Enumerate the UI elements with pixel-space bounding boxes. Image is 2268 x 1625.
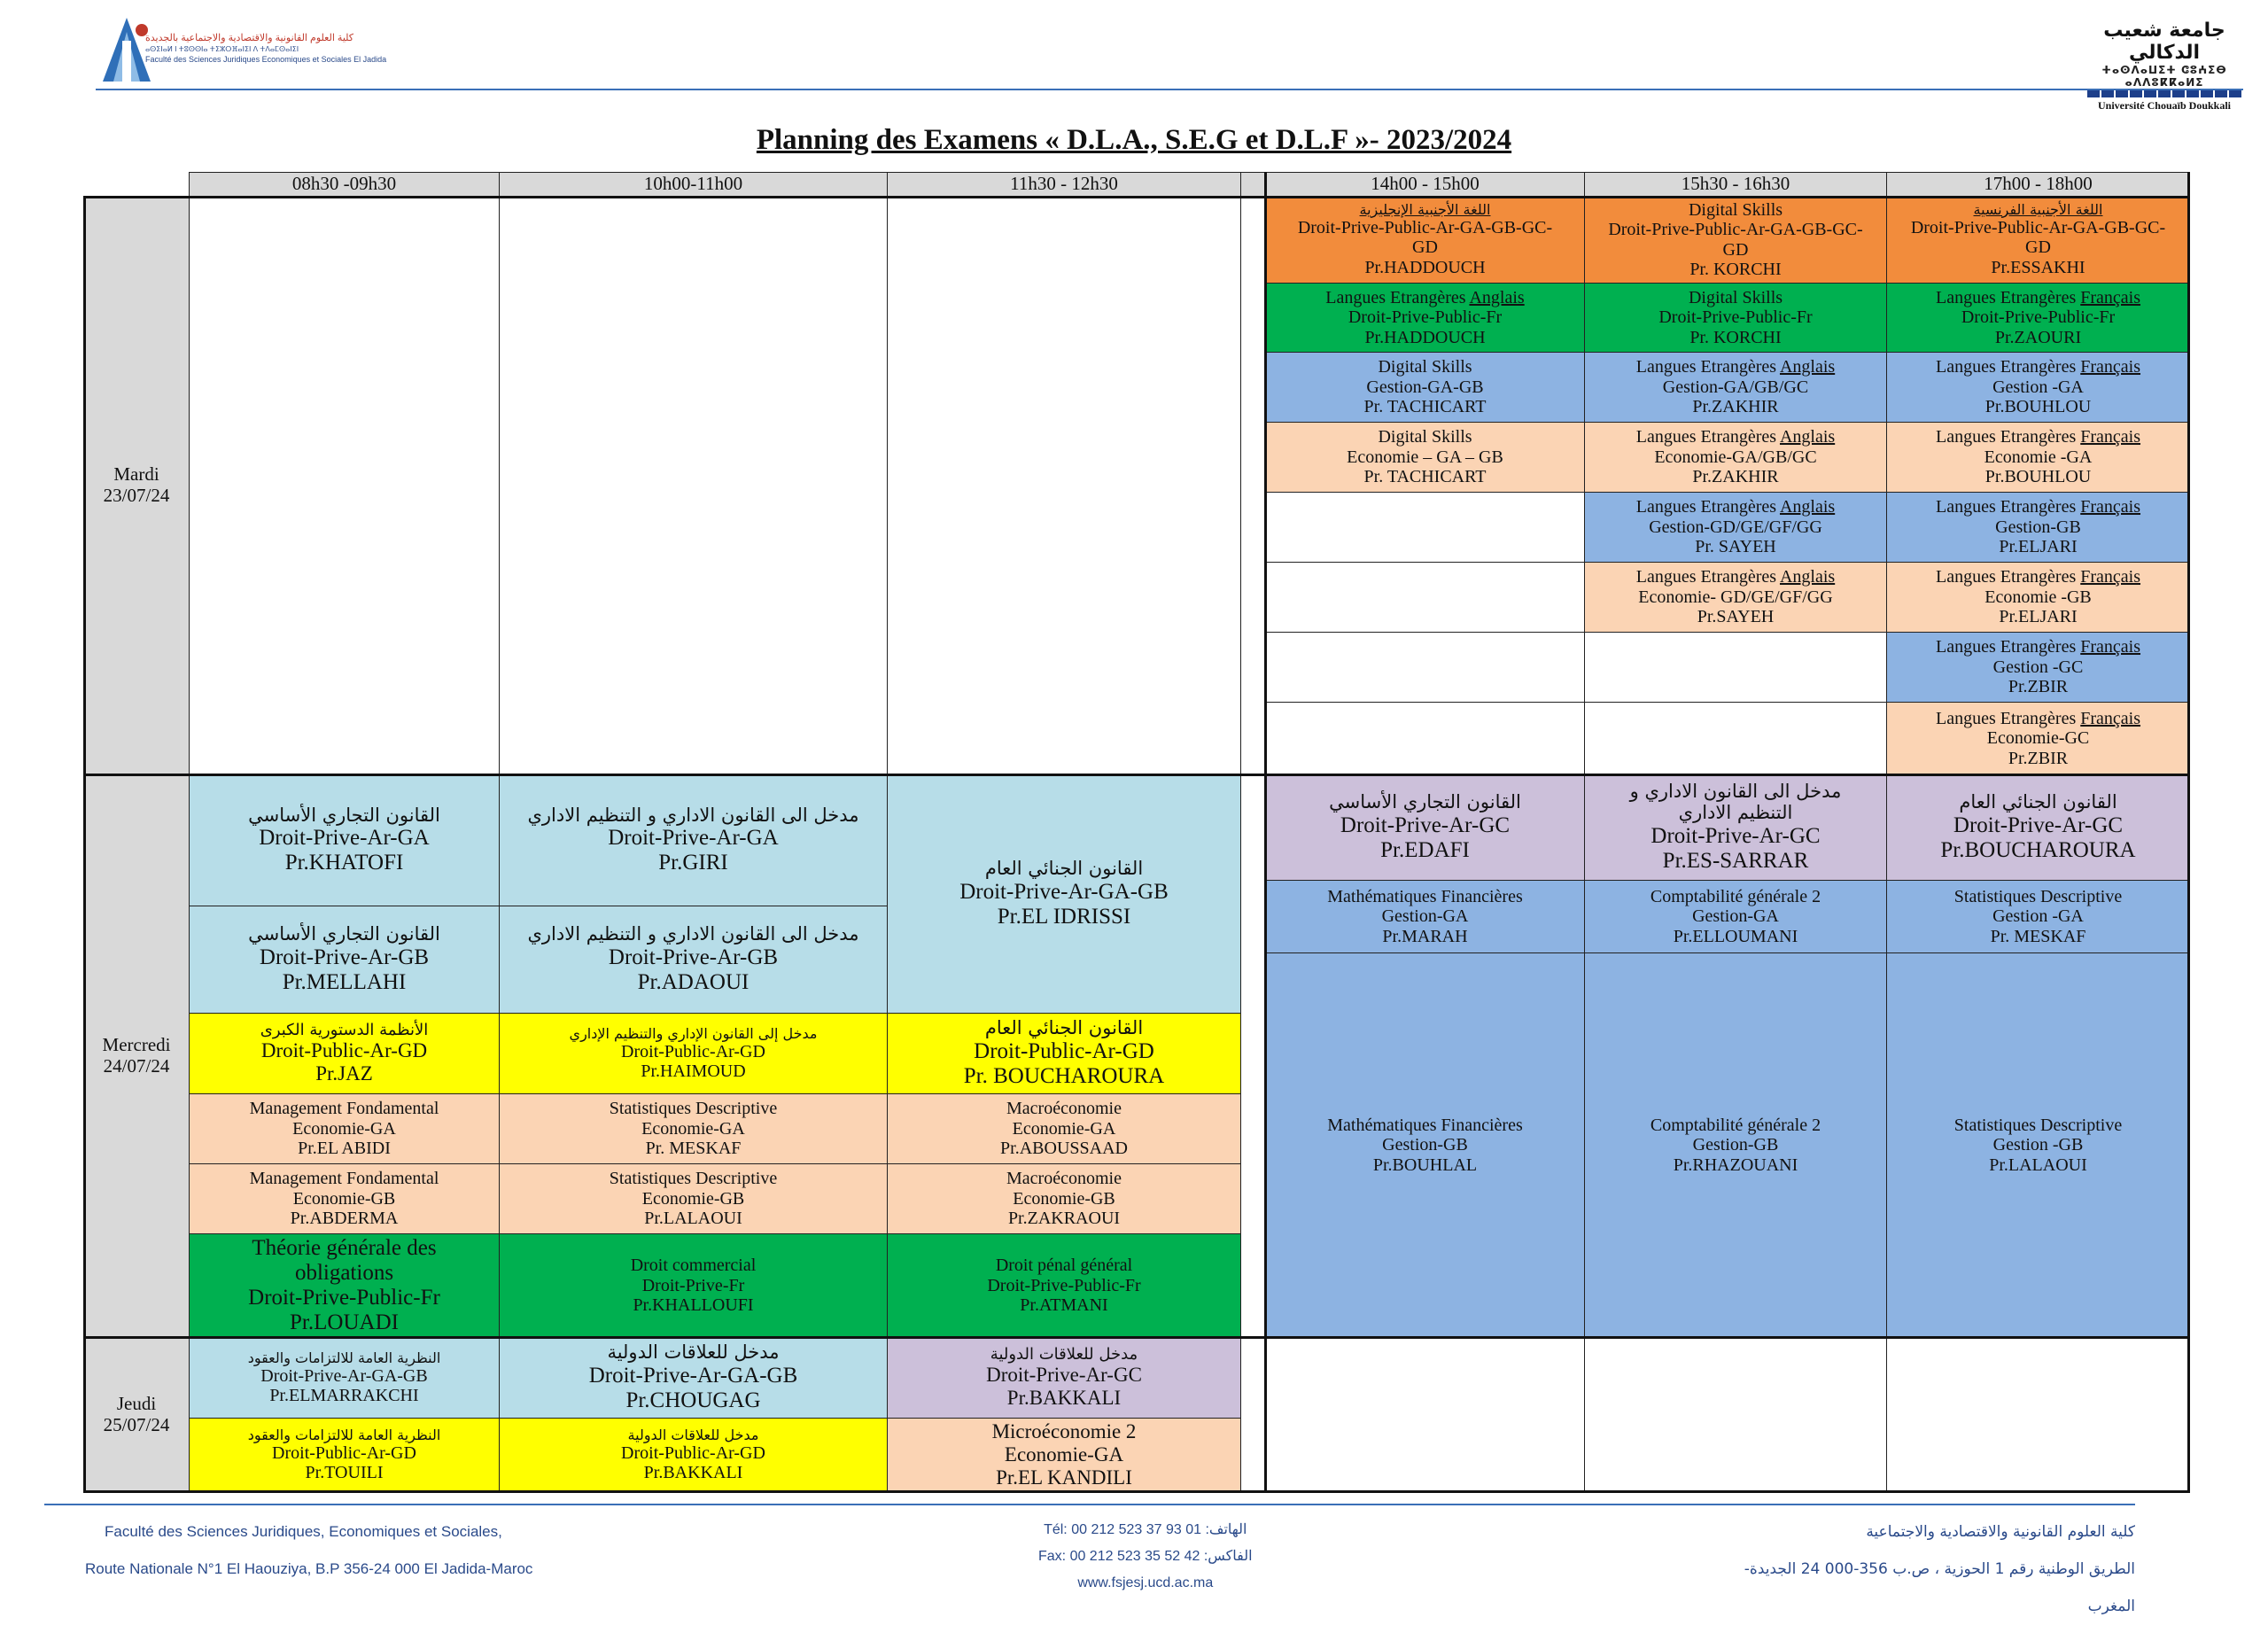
exam-groups: Gestion -GC — [1992, 657, 2084, 677]
exam-subject-arabic: مدخل للعلاقات الدولية — [627, 1426, 759, 1443]
break-column-header — [1240, 172, 1266, 197]
empty-slot — [1886, 1337, 2190, 1492]
exam-subject: Statistiques Descriptive — [609, 1099, 778, 1119]
exam-professor: Pr.BAKKALI — [1006, 1387, 1122, 1410]
exam-groups: Economie- GD/GE/GF/GG — [1638, 587, 1833, 607]
exam-professor: Pr.RHAZOUANI — [1673, 1155, 1798, 1175]
exam-slot — [1265, 352, 1585, 423]
exam-subject: Langues Etrangères Français — [1935, 567, 2141, 587]
exam-professor: Pr.BAKKALI — [643, 1462, 743, 1482]
exam-professor: Pr.ELLOUMANI — [1673, 926, 1798, 946]
exam-slot — [887, 1337, 1241, 1419]
exam-slot — [1584, 283, 1887, 353]
exam-slot — [499, 1013, 888, 1094]
exam-slot — [1584, 492, 1887, 563]
empty-slot — [499, 196, 888, 775]
exam-professor: Pr. KORCHI — [1689, 259, 1782, 279]
exam-groups: Droit-Prive-Ar-GA — [259, 826, 430, 851]
exam-subject: Droit pénal général — [995, 1256, 1133, 1276]
exam-professor: Pr.ZBIR — [2008, 748, 2069, 768]
footer-address-arabic: كلية العلوم القانونية والاقتصادية والاجتماعية الطريق الوطنية رقم 1 الحوزية ، ص.ب 356-000 24 الجديدة-المغرب — [1744, 1523, 2135, 1615]
exam-subject: Digital Skills — [1688, 287, 1783, 307]
exam-slot — [887, 1093, 1241, 1164]
exam-subject: Management Fondamental — [249, 1099, 439, 1119]
exam-subject-arabic: القانون الجنائي العام — [984, 1017, 1144, 1039]
exam-slot — [1584, 880, 1887, 953]
exam-professor: Pr.BOUHLAL — [1372, 1155, 1478, 1175]
exam-slot — [189, 1163, 500, 1234]
exam-slot — [1265, 283, 1585, 353]
table-border — [83, 196, 86, 1492]
table-border — [83, 1490, 2190, 1493]
empty-slot — [1584, 702, 1887, 775]
university-name-tifinagh: ⵜⴰⵙⴷⴰⵡⵉⵜ ⵛⵓⵄⵉⴱ ⴰⴷⴷⵓⴽⴽⴰⵍⵉ — [2101, 64, 2227, 89]
day-date: 23/07/24 — [103, 485, 170, 506]
exam-groups: Gestion-GA — [1381, 906, 1469, 927]
day-date: 25/07/24 — [103, 1413, 170, 1435]
exam-subject-arabic: مدخل الى القانون الاداري و التنظيم الاداري — [527, 804, 859, 826]
exam-professor: Pr.ZAOURI — [1994, 327, 2082, 347]
footer-contact — [1038, 1517, 1253, 1597]
exam-groups: Gestion-GD/GE/GF/GG — [1649, 517, 1822, 537]
exam-subject: Comptabilité générale 2 — [1650, 886, 1821, 906]
exam-subject: Statistiques Descriptive — [609, 1169, 778, 1189]
exam-professor: Pr.BOUHLOU — [1984, 397, 2092, 417]
exam-groups: Gestion-GB — [1382, 1135, 1468, 1155]
faculty-name-french: Faculté des Sciences Juridiques Economiques et Sociales El Jadida — [145, 55, 387, 64]
empty-slot — [1265, 562, 1585, 633]
day-date: 24/07/24 — [103, 1055, 170, 1077]
exam-slot — [1584, 562, 1887, 633]
exam-professor: Pr.ZAKHIR — [1692, 397, 1779, 417]
time-slot-header: 11h30 - 12h30 — [887, 172, 1241, 197]
exam-subject: Langues Etrangères Français — [1935, 287, 2141, 307]
exam-professor: Pr.ELJARI — [1999, 537, 2078, 557]
exam-subject: Langues Etrangères Anglais — [1635, 567, 1836, 587]
exam-subject-arabic: مدخل للعلاقات الدولية — [607, 1341, 780, 1364]
exam-groups: Droit-Prive-Public-Ar-GA-GB-GC- — [1297, 217, 1553, 237]
exam-groups: Droit-Prive-Ar-GC — [1340, 812, 1511, 837]
exam-professor: Pr.LOUADI — [290, 1310, 399, 1334]
exam-professor: Pr.JAZ — [315, 1062, 373, 1085]
exam-subject-arabic: القانون التجاري الأساسي — [1329, 791, 1521, 813]
exam-subject: Langues Etrangères Français — [1935, 427, 2141, 447]
exam-slot — [1584, 422, 1887, 493]
exam-groups: GD — [2025, 237, 2051, 258]
exam-subject: Langues Etrangères Anglais — [1635, 357, 1836, 377]
day-name: Mardi — [113, 463, 159, 486]
exam-slot — [189, 906, 500, 1014]
header-divider — [96, 89, 2243, 90]
exam-subject-arabic: النظرية العامة للالتزامات والعقود — [247, 1349, 441, 1366]
footer-fax: Fax: 00 212 523 35 52 42 :الفاكس — [1038, 1549, 1253, 1564]
exam-groups: Droit-Prive-Ar-GB — [608, 945, 779, 969]
exam-groups: Droit-Prive-Public-Ar-GA-GB-GC- — [1910, 217, 2166, 237]
exam-professor: Pr.GIRI — [658, 851, 728, 875]
exam-groups: Droit-Prive-Fr — [641, 1275, 745, 1295]
exam-subject: Statistiques Descriptive — [1953, 1115, 2123, 1135]
exam-slot — [499, 1337, 888, 1419]
exam-subject-arabic: القانون التجاري الأساسي — [248, 804, 440, 826]
exam-professor: Pr.BOUCHAROURA — [1940, 837, 2136, 862]
exam-professor: Pr.ZBIR — [2008, 677, 2069, 697]
exam-slot — [499, 1233, 888, 1338]
exam-groups: Gestion-GA/GB/GC — [1662, 377, 1809, 397]
exam-groups: Economie -GA — [1984, 447, 2093, 467]
exam-groups: Economie-GA/GB/GC — [1654, 447, 1817, 467]
exam-professor: Pr. MESKAF — [1990, 926, 2086, 946]
exam-subject-arabic: مدخل الى القانون الاداري و التنظيم الاداري — [1629, 781, 1842, 823]
footer-phone: Tél: 00 212 523 37 93 01 :الهاتف — [1044, 1522, 1247, 1537]
table-border — [83, 196, 2190, 198]
exam-professor: Pr.SAYEH — [1697, 607, 1775, 627]
exam-slot — [499, 1093, 888, 1164]
exam-slot — [1886, 774, 2190, 881]
exam-groups: Economie-GA — [292, 1118, 396, 1139]
exam-slot — [1584, 952, 1887, 1338]
exam-subject: Langues Etrangères Français — [1935, 497, 2141, 517]
exam-subject-arabic: مدخل الى القانون الاداري و التنظيم الاداري — [527, 923, 859, 945]
exam-professor: Pr.ELMARRAKCHI — [269, 1385, 419, 1405]
exam-professor: Pr.ABDERMA — [290, 1209, 399, 1229]
exam-slot — [1265, 774, 1585, 881]
empty-slot — [189, 196, 500, 775]
exam-subject-arabic: القانون الجنائي العام — [1959, 791, 2117, 813]
exam-slot — [887, 1418, 1241, 1492]
exam-professor: Pr.BOUHLOU — [1984, 467, 2092, 487]
exam-subject: Macroéconomie — [1006, 1099, 1122, 1119]
exam-slot — [1265, 196, 1585, 284]
exam-groups: Droit-Public-Ar-GD — [260, 1039, 428, 1062]
exam-slot — [189, 1418, 500, 1492]
exam-professor: Pr. TACHICART — [1363, 397, 1487, 417]
exam-slot — [1886, 492, 2190, 563]
day-label-mardi — [83, 196, 190, 775]
exam-professor: Pr.MELLAHI — [282, 969, 407, 994]
exam-groups: Economie-GA — [1012, 1118, 1116, 1139]
exam-professor: Pr.TOUILI — [305, 1462, 384, 1482]
exam-subject: Microéconomie 2 — [991, 1420, 1137, 1443]
break-column — [1240, 196, 1266, 1492]
exam-groups: Gestion -GA — [1992, 377, 2084, 397]
exam-groups: Economie-GA — [1004, 1443, 1124, 1466]
exam-slot — [1886, 562, 2190, 633]
table-border — [2187, 172, 2190, 1492]
exam-slot — [189, 1337, 500, 1419]
time-slot-header: 14h00 - 15h00 — [1265, 172, 1585, 197]
exam-groups: Droit-Prive-Public-Fr — [1348, 307, 1503, 328]
exam-groups: GD — [1722, 239, 1749, 260]
exam-groups: Economie -GB — [1984, 587, 2092, 607]
exam-professor: Pr.EL IDRISSI — [997, 904, 1131, 929]
exam-slot — [1265, 422, 1585, 493]
exam-professor: Pr. MESKAF — [645, 1139, 742, 1159]
exam-slot — [499, 906, 888, 1014]
exam-professor: Pr.ADAOUI — [637, 969, 750, 994]
footer-website[interactable]: www.fsjesj.ucd.ac.ma — [1077, 1575, 1214, 1590]
exam-slot — [1886, 283, 2190, 353]
exam-groups: Droit-Prive-Ar-GB — [259, 945, 430, 969]
university-name-arabic: جامعة شعيب الدكالي — [2103, 19, 2225, 64]
exam-professor: Pr.HADDOUCH — [1364, 257, 1486, 277]
exam-groups: Gestion-GA — [1692, 906, 1779, 927]
exam-subject: Langues Etrangères Français — [1935, 637, 2141, 657]
exam-subject: Digital Skills — [1688, 199, 1783, 220]
exam-professor: Pr.LALAOUI — [1989, 1155, 2087, 1175]
exam-subject: Macroéconomie — [1006, 1169, 1122, 1189]
exam-groups: Droit-Prive-Ar-GA — [608, 826, 779, 851]
exam-groups: GD — [1412, 237, 1438, 258]
exam-subject: Langues Etrangères Français — [1935, 357, 2141, 377]
exam-slot — [887, 774, 1241, 1014]
exam-slot — [189, 1233, 500, 1338]
empty-slot — [1265, 1337, 1585, 1492]
day-label-jeudi — [83, 1337, 190, 1492]
footer-address-french: Faculté des Sciences Juridiques, Economiques et Sociales, Route Nationale N°1 El Haouziya, B.P 356-24 000 El Jadida-Maroc — [85, 1523, 533, 1577]
exam-slot — [1886, 702, 2190, 775]
exam-slot — [189, 1013, 500, 1094]
exam-subject-arabic: النظرية العامة للالتزامات والعقود — [247, 1426, 441, 1443]
exam-subject: Théorie générale des — [252, 1236, 437, 1260]
exam-professor: Pr.MARAH — [1382, 926, 1468, 946]
exam-slot — [499, 1418, 888, 1492]
exam-groups: Gestion-GA-GB — [1366, 377, 1484, 397]
exam-subject: Statistiques Descriptive — [1953, 886, 2123, 906]
exam-professor: Pr.ELJARI — [1999, 607, 2078, 627]
exam-subject: Langues Etrangères Anglais — [1635, 427, 1836, 447]
time-slot-header: 17h00 - 18h00 — [1886, 172, 2190, 197]
exam-groups: Droit-Prive-Public-Fr — [1658, 307, 1813, 328]
exam-professor: Pr.KHALLOUFI — [633, 1295, 754, 1316]
exam-groups: Droit-Public-Ar-GD — [974, 1038, 1154, 1063]
exam-professor: Pr.EL ABIDI — [298, 1139, 391, 1159]
time-slot-header: 08h30 -09h30 — [189, 172, 500, 197]
exam-groups: Economie-GB — [1013, 1188, 1115, 1209]
exam-professor: Pr.CHOUGAG — [625, 1388, 761, 1412]
exam-slot — [1584, 196, 1887, 284]
exam-professor: Pr. KORCHI — [1689, 327, 1782, 347]
page-title: Planning des Examens « D.L.A., S.E.G et D.L.F »- 2023/2024 — [756, 124, 1512, 156]
exam-subject: Langues Etrangères Anglais — [1325, 287, 1525, 307]
exam-subject: Mathématiques Financières — [1327, 1115, 1523, 1135]
exam-subject: Comptabilité générale 2 — [1650, 1115, 1821, 1135]
exam-slot — [1584, 352, 1887, 423]
exam-subject: Droit commercial — [630, 1256, 757, 1276]
exam-professor: Pr.LALAOUI — [644, 1209, 742, 1229]
exam-groups: Economie-GB — [641, 1188, 745, 1209]
exam-subject-arabic: مدخل للعلاقات الدولية — [990, 1345, 1138, 1365]
exam-slot — [499, 774, 888, 906]
time-slot-header: 15h30 - 16h30 — [1584, 172, 1887, 197]
exam-slot — [1265, 880, 1585, 953]
exam-professor: Pr.HADDOUCH — [1364, 327, 1486, 347]
exam-slot — [1886, 352, 2190, 423]
exam-groups: Droit-Public-Ar-GD — [621, 1041, 765, 1061]
exam-groups: Economie-GC — [1986, 728, 2090, 749]
exam-subject-arabic: مدخل إلى القانون الإداري والتنظيم الإداري — [569, 1024, 818, 1042]
empty-slot — [1265, 492, 1585, 563]
exam-groups: Droit-Prive-Public-Fr — [248, 1286, 440, 1310]
exam-subject: Digital Skills — [1378, 427, 1472, 447]
exam-groups: Droit-Prive-Public-Fr — [987, 1275, 1141, 1295]
faculty-name-arabic: كلية العلوم القانونية والاقتصادية والاجتماعية بالجديدة — [145, 33, 354, 43]
exam-subject: Digital Skills — [1378, 357, 1472, 377]
exam-slot — [1886, 422, 2190, 493]
exam-groups: Droit-Public-Ar-GD — [621, 1442, 765, 1463]
exam-professor: Pr.EDAFI — [1380, 837, 1470, 862]
exam-slot — [189, 774, 500, 906]
exam-slot — [499, 1163, 888, 1234]
day-separator — [83, 774, 2190, 776]
exam-professor: Pr.ABOUSSAAD — [1000, 1139, 1128, 1159]
exam-subject-arabic: اللغة الأجنبية الفرنسية — [1973, 200, 2103, 218]
empty-slot — [1265, 632, 1585, 703]
exam-professor: Pr.KHATOFI — [284, 851, 404, 875]
session-separator — [1264, 172, 1267, 1492]
exam-groups: Droit-Prive-Public-Fr — [1961, 307, 2116, 328]
exam-slot — [1886, 880, 2190, 953]
empty-slot — [1265, 702, 1585, 775]
university-logo-bar — [2087, 90, 2241, 97]
exam-professor: Pr. SAYEH — [1695, 537, 1776, 557]
exam-slot — [1265, 952, 1585, 1338]
university-logo — [2080, 19, 2249, 113]
empty-slot — [887, 196, 1241, 775]
day-name: Mercredi — [102, 1034, 171, 1056]
exam-groups: Droit-Prive-Ar-GC — [1953, 812, 2124, 837]
exam-subject: Management Fondamental — [249, 1169, 439, 1189]
exam-subject: Langues Etrangères Anglais — [1635, 497, 1836, 517]
exam-slot — [1886, 952, 2190, 1338]
exam-subject-arabic: الأنظمة الدستورية الكبرى — [260, 1021, 429, 1040]
exam-slot — [887, 1163, 1241, 1234]
exam-professor: Pr.ES-SARRAR — [1662, 848, 1809, 873]
exam-groups: Droit-Prive-Public-Ar-GA-GB-GC- — [1608, 220, 1863, 240]
exam-professor: Pr.ESSAKHI — [1991, 257, 2085, 277]
exam-groups: Economie – GA – GB — [1347, 447, 1503, 467]
exam-slot — [887, 1233, 1241, 1338]
exam-slot — [1584, 774, 1887, 881]
exam-groups: Economie-GA — [641, 1118, 745, 1139]
exam-professor: Pr.ATMANI — [1020, 1295, 1108, 1316]
exam-slot — [1886, 196, 2190, 284]
exam-groups: Droit-Prive-Ar-GC — [1651, 823, 1821, 848]
exam-schedule-table — [83, 172, 2190, 1492]
exam-professor: Pr.HAIMOUD — [641, 1061, 746, 1081]
exam-groups: Droit-Prive-Ar-GC — [986, 1364, 1142, 1387]
day-name: Jeudi — [116, 1392, 157, 1414]
exam-groups: Droit-Public-Ar-GD — [272, 1442, 416, 1463]
exam-subject: obligations — [294, 1261, 394, 1285]
exam-groups: Gestion-GB — [1995, 517, 2081, 537]
empty-slot — [1584, 1337, 1887, 1492]
exam-professor: Pr.EL KANDILI — [996, 1466, 1132, 1489]
exam-subject-arabic: اللغة الأجنبية الإنجليزية — [1359, 200, 1491, 218]
exam-slot — [1886, 632, 2190, 703]
exam-professor: Pr.ZAKHIR — [1692, 467, 1779, 487]
day-separator — [83, 1336, 2190, 1339]
time-slot-header: 10h00-11h00 — [499, 172, 888, 197]
day-label-mercredi — [83, 774, 190, 1338]
exam-groups: Economie-GB — [292, 1188, 396, 1209]
exam-slot — [887, 1013, 1241, 1094]
exam-groups: Droit-Prive-Ar-GA-GB — [260, 1365, 428, 1386]
exam-professor: Pr. BOUCHAROURA — [963, 1063, 1165, 1088]
exam-slot — [189, 1093, 500, 1164]
exam-groups: Droit-Prive-Ar-GA-GB — [588, 1363, 798, 1388]
faculty-logo — [96, 14, 387, 94]
exam-subject-arabic: القانون التجاري الأساسي — [248, 923, 440, 945]
faculty-name-tifinagh: ⴰⵙⵉⵏⴰⵍ ⵏ ⵜⵓⵙⵙⵏⴰ ⵜⵉⵣⵔⴼⴰⵏⵉⵏ ⴷ ⵜⴷⴰⵎⵙⴰⵏⵉⵏ — [145, 45, 299, 53]
footer-divider — [44, 1504, 2135, 1505]
exam-subject: Mathématiques Financières — [1327, 886, 1523, 906]
university-name-french: Université Chouaïb Doukkali — [2097, 99, 2232, 112]
exam-subject: Langues Etrangères Français — [1935, 708, 2141, 728]
exam-groups: Gestion -GB — [1992, 1135, 2084, 1155]
empty-slot — [1584, 632, 1887, 703]
exam-subject-arabic: القانون الجنائي العام — [984, 858, 1144, 880]
exam-groups: Droit-Prive-Ar-GA-GB — [959, 879, 1169, 904]
exam-professor: Pr.ZAKRAOUI — [1007, 1209, 1121, 1229]
exam-groups: Gestion -GA — [1992, 906, 2084, 927]
exam-groups: Gestion-GB — [1692, 1135, 1779, 1155]
exam-professor: Pr. TACHICART — [1363, 467, 1487, 487]
